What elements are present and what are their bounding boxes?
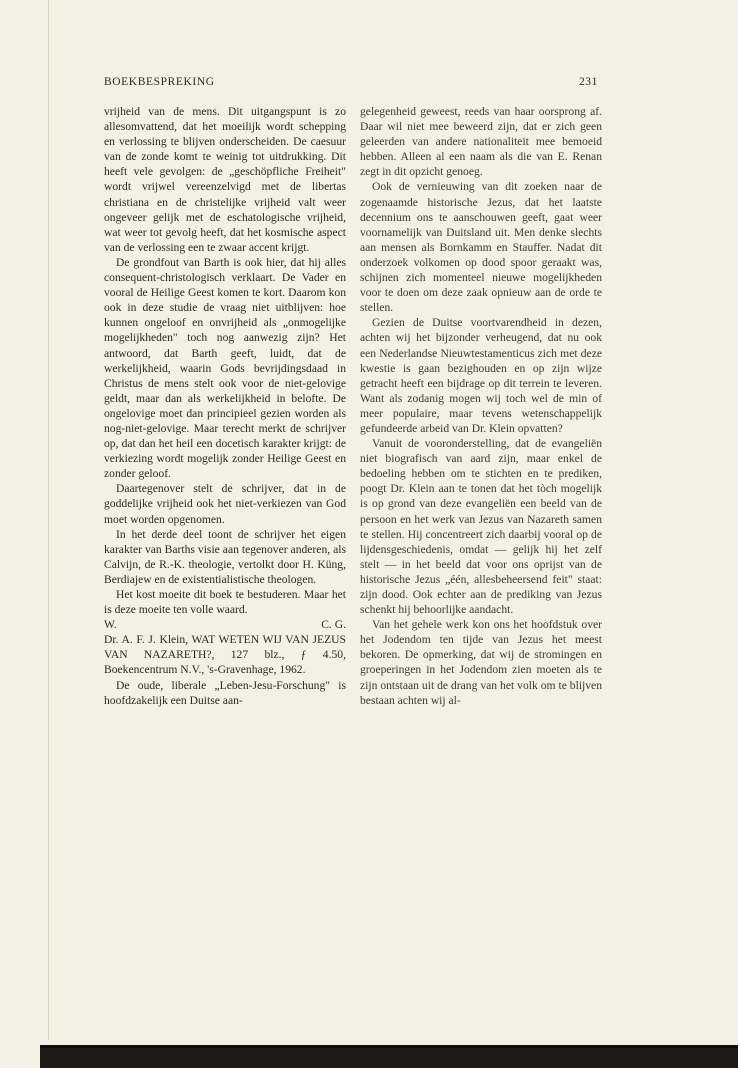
left-paragraph-3: Daartegenover stelt de schrijver, dat in de goddelijke vrijheid ook het niet-verkiezen van God moet worden opgenomen.: [104, 482, 346, 526]
scan-bottom-edge: [40, 1045, 738, 1068]
right-paragraph-1: gelegenheid geweest, reeds van haar oorsprong af. Daar wil niet mee beweerd zijn, dat er zich geen geleerden van andere nationaliteit mee bemoeid hebben. Alleen al een naam als die van E. Renan zegt in dit opzicht genoeg.: [360, 105, 602, 179]
left-paragraph-5: Het kost moeite dit boek te bestuderen. Maar het is deze moeite ten volle waard.: [104, 588, 346, 617]
page-number: 231: [578, 76, 598, 88]
book-reference: Dr. A. F. J. Klein, WAT WETEN WIJ VAN JEZUS VAN NAZARETH?, 127 blz., ƒ 4.50, Boekencentrum N.V., 's-Gravenhage, 1962.: [104, 633, 346, 677]
right-paragraph-5: Van het gehele werk kon ons het hoofdstuk over het Jodendom ten tijde van Jezus het meest bekoren. De opmerking, dat wij de stromingen en groeperingen in het Jodendom zien moeten als te zijn ontstaan uit de drang van het volk om te blijven bestaan achten wij al-: [360, 618, 602, 707]
page-fold-line: [48, 0, 49, 1040]
review-signature: [104, 617, 346, 632]
left-paragraph-4: In het derde deel toont de schrijver het eigen karakter van Barths visie aan tegenover anderen, als Calvijn, de R.-K. theologie, vertolkt door H. Küng, Berdiajew en de existentialistische theologen.: [104, 527, 346, 586]
running-head: [104, 76, 598, 88]
signature-right: C. G.: [321, 618, 346, 632]
left-paragraph-6: De oude, liberale „Leben-Jesu-Forschung" is hoofdzakelijk een Duitse aan-: [104, 678, 346, 707]
left-paragraph-2: De grondfout van Barth is ook hier, dat hij alles consequent-christologisch verklaart. De Vader en vooral de Heilige Geest komen te kort. Daarom kon ook in deze studie de vraag niet uitblijven: hoe kunnen ongeloof en onvrijheid als „onmogelijke mogelijkheden" toch nog aanwezig zijn? Het antwoord, dat Barth geeft, luidt, dat de werkelijkheid, waarin Gods bevrijdingsdaad in Christus de mens stelt ook voor de niet-gelovige geldt, maar dan als werkelijkheid in belofte. De ongelovige moet dan principieel gezien worden als nog-niet-gelovige. Maar terecht merkt de schrijver op, dat dan het heil een docetisch karakter krijgt: de verkiezing wordt mogelijk zonder Heilige Geest en zonder geloof.: [104, 255, 346, 481]
left-paragraph-1: vrijheid van de mens. Dit uitgangspunt is zo allesomvattend, dat het moeilijk wordt schepping en verlossing te blijven onderscheiden. De caesuur van de zonde komt te weinig tot uitdrukking. Dit heeft vele gevolgen: de „geschöpfliche Freiheit" wordt vrijwel vereenzelvigd met de libertas christiana en de christelijke vrijheid valt weer ongeveer gelijk met de eschatologische vrijheid, wat weer tot gevolg heeft, dat het kosmische aspect van de verlossing een te zwaar accent krijgt.: [104, 105, 346, 254]
right-paragraph-3: Gezien de Duitse voortvarendheid in dezen, achten wij het bijzonder verheugend, dat nu ook een Nederlandse Nieuwtestamenticus zich met deze kwestie is gaan bezighouden en op zijn wijze getracht heeft een bijdrage op dit terrein te leveren. Want als zodanig mogen wij toch wel de min of meer populaire, maar tevens wetenschappelijk gefundeerde arbeid van Dr. Klein opvatten?: [360, 316, 602, 435]
right-column: [360, 104, 602, 708]
right-paragraph-4: Vanuit de vooronderstelling, dat de evangeliën niet biografisch van aard zijn, maar enkel de bedoeling hebben om te stichten en te prediken, poogt Dr. Klein aan te tonen dat het tòch mogelijk is op grond van deze evangeliën een beeld van de persoon en het werk van Jezus van Nazareth samen te stellen. Hij concentreert zich daarbij vooral op de lijdensgeschiedenis, omdat — gelijk hij het zelf stelt — in het beeld dat voor ons oprijst van de historische Jezus „één, allesbeheersend feit" staat: zijn dood. Ook echter aan de prediking van Jezus schenkt hij behoorlijke aandacht.: [360, 437, 602, 617]
left-column: [104, 104, 346, 708]
signature-left: W.: [104, 618, 117, 632]
right-paragraph-2: Ook de vernieuwing van dit zoeken naar de zogenaamde historische Jezus, dat het laatste decennium ons te aanschouwen geeft, gaat weer voornamelijk van Duitsland uit. Men denke slechts aan mensen als Bornkamm en Stauffer. Nadat dit onderzoek volkomen op dood spoor geraakt was, schijnen zich momenteel nieuwe mogelijkheden voor te doen om deze zaak opnieuw aan de orde te stellen.: [360, 180, 602, 315]
section-title: BOEKBESPREKING: [104, 76, 215, 88]
